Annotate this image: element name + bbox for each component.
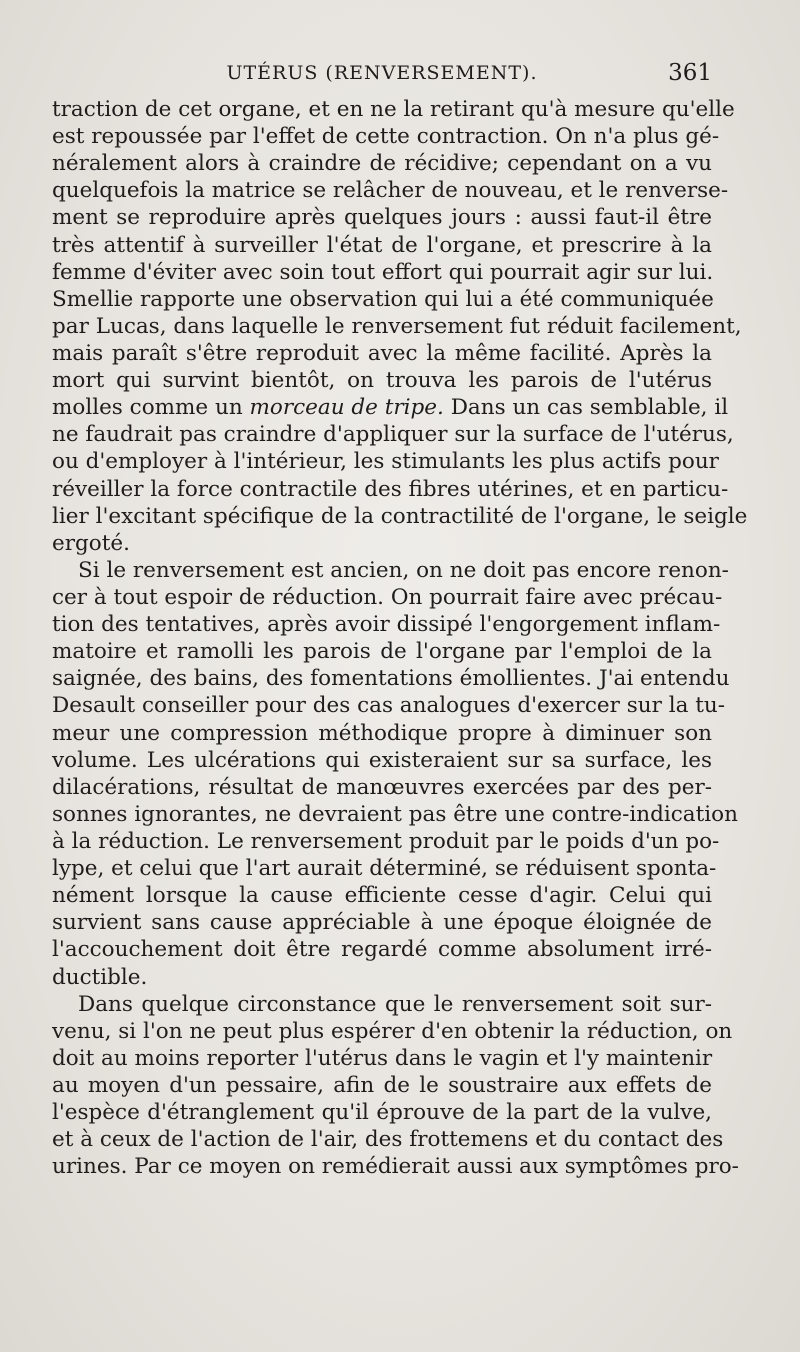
text-line: ergoté. [52, 530, 130, 556]
text-line: dilacérations, résultat de manœuvres exercées par des per- [52, 774, 712, 800]
text-segment: Dans un cas semblable, il [450, 395, 729, 421]
text-line: lier l'excitant spécifique de la contractilité de l'organe, le seigle [52, 503, 748, 529]
text-line: à la réduction. Le renversement produit par le poids d'un po- [52, 828, 720, 854]
text-line: au moyen d'un pessaire, afin de le soustraire aux effets de [52, 1072, 712, 1098]
page-header [52, 60, 712, 90]
text-line: très attentif à surveiller l'état de l'organe, et prescrire à la [52, 232, 712, 258]
text-line: l'accouchement doit être regardé comme absolument irré- [52, 937, 712, 963]
text-line: mort qui survint bientôt, on trouva les parois de l'utérus [52, 368, 712, 394]
body-text [52, 96, 748, 1180]
text-line: quelquefois la matrice se relâcher de nouveau, et le renverse- [52, 178, 729, 204]
text-line: ou d'employer à l'intérieur, les stimulants les plus actifs pour [52, 449, 719, 475]
text-line: tion des tentatives, après avoir dissipé l'engorgement inflam- [52, 612, 721, 638]
text-line: Si le renversement est ancien, on ne doit pas encore renon- [78, 557, 729, 583]
text-line: et à ceux de l'action de l'air, des frottemens et du contact des [52, 1127, 724, 1153]
italic-phrase: morceau de tripe. [249, 395, 444, 421]
text-line: cer à tout espoir de réduction. On pourrait faire avec précau- [52, 584, 723, 610]
text-line: nément lorsque la cause efficiente cesse d'agir. Celui qui [52, 883, 712, 909]
text-line: Smellie rapporte une observation qui lui a été communiquée [52, 286, 714, 312]
text-line: urines. Par ce moyen on remédierait aussi aux symptômes pro- [52, 1154, 739, 1180]
text-line: néralement alors à craindre de récidive; cependant on a vu [52, 151, 712, 177]
text-line: ment se reproduire après quelques jours : aussi faut-il être [52, 205, 712, 231]
text-line [52, 394, 729, 421]
text-line: Desault conseiller pour des cas analogues d'exercer sur la tu- [52, 693, 725, 719]
text-line: matoire et ramolli les parois de l'organe par l'emploi de la [52, 639, 712, 665]
text-line: saignée, des bains, des fomentations émollientes. J'ai entendu [52, 666, 730, 692]
text-line: doit au moins reporter l'utérus dans le vagin et l'y maintenir [52, 1045, 713, 1071]
text-line: femme d'éviter avec soin tout effort qui pourrait agir sur lui. [52, 259, 714, 285]
text-line: venu, si l'on ne peut plus espérer d'en obtenir la réduction, on [52, 1018, 733, 1044]
text-line: meur une compression méthodique propre à diminuer son [52, 720, 712, 746]
text-line: sonnes ignorantes, ne devraient pas être une contre-indication [52, 801, 738, 827]
text-line: ne faudrait pas craindre d'appliquer sur la surface de l'utérus, [52, 422, 734, 448]
text-line: volume. Les ulcérations qui existeraient sur sa surface, les [52, 747, 712, 773]
text-line: Dans quelque circonstance que le renversement soit sur- [78, 991, 712, 1017]
text-line: l'espèce d'étranglement qu'il éprouve de la part de la vulve, [52, 1100, 712, 1126]
text-line: réveiller la force contractile des fibres utérines, et en particu- [52, 476, 729, 502]
text-segment: molles comme un [52, 395, 243, 421]
text-line: ductible. [52, 964, 148, 990]
text-line: lype, et celui que l'art aurait déterminé, se réduisent sponta- [52, 856, 717, 882]
text-line: traction de cet organe, et en ne la retirant qu'à mesure qu'elle [52, 97, 735, 122]
text-line: est repoussée par l'effet de cette contraction. On n'a plus gé- [52, 124, 720, 150]
text-line: par Lucas, dans laquelle le renversement fut réduit facilement, [52, 313, 742, 339]
running-title: UTÉRUS (RENVERSEMENT). [226, 62, 538, 84]
text-line: survient sans cause appréciable à une époque éloignée de [52, 910, 712, 936]
text-line: mais paraît s'être reproduit avec la même facilité. Après la [52, 340, 712, 366]
page-number: 361 [668, 60, 712, 86]
